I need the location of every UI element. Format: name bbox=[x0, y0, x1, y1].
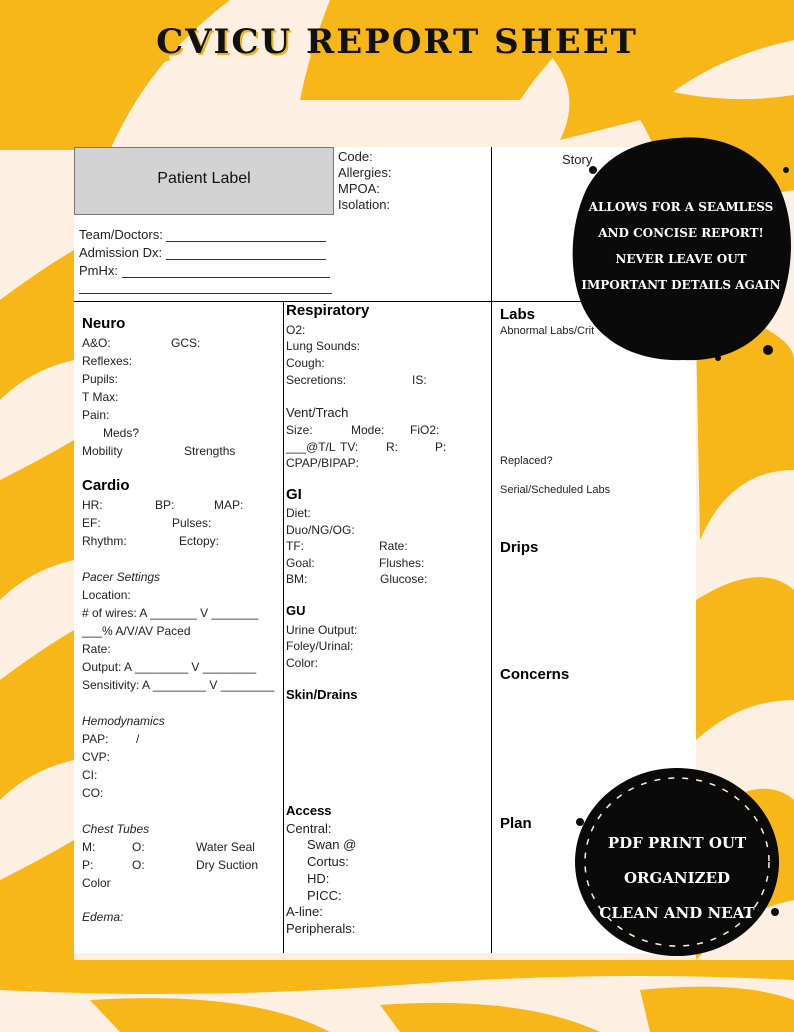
vent-trach-heading: Vent/Trach bbox=[286, 405, 349, 420]
pmhx-line[interactable] bbox=[79, 279, 332, 294]
swan-label: Swan @ bbox=[307, 837, 357, 852]
diet-label: Diet: bbox=[286, 506, 311, 520]
rate-label: Rate: bbox=[82, 642, 111, 656]
cvp-label: CVP: bbox=[82, 750, 111, 764]
color-label: Color bbox=[82, 876, 111, 890]
p-label: P: bbox=[82, 858, 94, 872]
gu-heading: GU bbox=[286, 603, 306, 618]
aline-label: A-line: bbox=[286, 904, 323, 919]
admission-field[interactable]: Admission Dx: bbox=[79, 245, 326, 260]
replaced-label: Replaced? bbox=[500, 455, 553, 467]
cpap-label: CPAP/BIPAP: bbox=[286, 456, 359, 470]
rhythm-label: Rhythm: bbox=[82, 534, 127, 548]
o-label: O: bbox=[132, 840, 145, 854]
feature-badge-bottom bbox=[570, 762, 784, 962]
gcs-label: GCS: bbox=[171, 336, 201, 350]
pap-label: PAP: bbox=[82, 732, 109, 746]
size-label: Size: bbox=[286, 423, 313, 437]
paced-field[interactable]: ___% A/V/AV Paced bbox=[82, 624, 191, 638]
ectopy-label: Ectopy: bbox=[179, 534, 220, 548]
mobility-label: Mobility bbox=[82, 444, 123, 458]
plan-heading: Plan bbox=[500, 815, 532, 832]
strengths-label: Strengths bbox=[184, 444, 236, 458]
picc-label: PICC: bbox=[307, 888, 342, 903]
m-label: M: bbox=[82, 840, 96, 854]
duo-label: Duo/NG/OG: bbox=[286, 523, 355, 537]
foley-label: Foley/Urinal: bbox=[286, 639, 354, 653]
labs-heading: Labs bbox=[500, 306, 536, 323]
o2-label: O2: bbox=[286, 323, 306, 337]
hr-label: HR: bbox=[82, 498, 103, 512]
output-field[interactable]: Output: A ________ V ________ bbox=[82, 660, 257, 674]
ci-label: CI: bbox=[82, 768, 98, 782]
concerns-heading: Concerns bbox=[500, 666, 570, 683]
is-label: IS: bbox=[412, 373, 427, 387]
badge-line: ORGANIZED bbox=[623, 869, 731, 887]
gi-heading: GI bbox=[286, 486, 302, 503]
neuro-heading: Neuro bbox=[82, 315, 126, 332]
divider bbox=[283, 301, 284, 953]
r-label: R: bbox=[386, 440, 398, 454]
fio2-label: FiO2: bbox=[410, 423, 440, 437]
drips-heading: Drips bbox=[500, 539, 539, 556]
badge-line: IMPORTANT DETAILS AGAIN bbox=[581, 278, 781, 292]
location-label: Location: bbox=[82, 588, 131, 602]
ao-label: A&O: bbox=[82, 336, 111, 350]
pupils-label: Pupils: bbox=[82, 372, 119, 386]
badge-line: ALLOWS FOR A SEAMLESS bbox=[588, 200, 774, 214]
page-title: CVICU REPORT SHEET bbox=[156, 22, 638, 62]
code-label: Code: bbox=[338, 149, 373, 164]
sensitivity-field[interactable]: Sensitivity: A ________ V ________ bbox=[82, 678, 275, 692]
wires-field[interactable]: # of wires: A _______ V _______ bbox=[82, 606, 259, 620]
abnormal-labs-label: Abnormal Labs/Crit bbox=[500, 325, 595, 337]
tmax-label: T Max: bbox=[82, 390, 119, 404]
divider bbox=[491, 147, 492, 953]
pain-label: Pain: bbox=[82, 408, 110, 422]
rate-label: Rate: bbox=[379, 539, 408, 553]
central-label: Central: bbox=[286, 821, 332, 836]
ef-label: EF: bbox=[82, 516, 101, 530]
team-field[interactable]: Team/Doctors: bbox=[79, 227, 326, 242]
pap-slash: / bbox=[136, 732, 140, 746]
bm-label: BM: bbox=[286, 572, 308, 586]
pulses-label: Pulses: bbox=[172, 516, 212, 530]
badge-line: PDF PRINT OUT bbox=[607, 834, 747, 852]
color-label: Color: bbox=[286, 656, 319, 670]
tl-label: ___@T/L bbox=[286, 440, 336, 454]
co-label: CO: bbox=[82, 786, 104, 800]
serial-labs-label: Serial/Scheduled Labs bbox=[500, 484, 611, 496]
p-label: P: bbox=[435, 440, 447, 454]
bp-label: BP: bbox=[155, 498, 175, 512]
cortus-label: Cortus: bbox=[307, 854, 349, 869]
skin-drains-heading: Skin/Drains bbox=[286, 687, 358, 702]
peripherals-label: Peripherals: bbox=[286, 921, 356, 936]
meds-label: Meds? bbox=[103, 426, 140, 440]
urine-output-label: Urine Output: bbox=[286, 623, 358, 637]
goal-label: Goal: bbox=[286, 556, 315, 570]
tv-label: TV: bbox=[340, 440, 359, 454]
patient-label: Patient Label bbox=[157, 170, 251, 187]
edema-label: Edema: bbox=[82, 910, 124, 924]
badge-line: CLEAN AND NEAT bbox=[599, 904, 755, 922]
patient-label-box[interactable] bbox=[74, 147, 334, 215]
respiratory-heading: Respiratory bbox=[286, 302, 370, 319]
hd-label: HD: bbox=[307, 871, 330, 886]
isolation-label: Isolation: bbox=[338, 197, 391, 212]
badge-line: NEVER LEAVE OUT bbox=[615, 252, 747, 266]
flushes-label: Flushes: bbox=[379, 556, 425, 570]
pacer-heading: Pacer Settings bbox=[82, 570, 161, 584]
glucose-label: Glucose: bbox=[380, 572, 428, 586]
reflexes-label: Reflexes: bbox=[82, 354, 133, 368]
map-label: MAP: bbox=[214, 498, 244, 512]
mode-label: Mode: bbox=[351, 423, 385, 437]
tf-label: TF: bbox=[286, 539, 304, 553]
pmhx-field[interactable]: PmHx: bbox=[79, 263, 330, 278]
story-label: Story bbox=[562, 152, 593, 167]
chest-tubes-heading: Chest Tubes bbox=[82, 822, 150, 836]
hemo-heading: Hemodynamics bbox=[82, 714, 165, 728]
dry-suction-label: Dry Suction bbox=[196, 858, 259, 872]
cough-label: Cough: bbox=[286, 356, 325, 370]
access-heading: Access bbox=[286, 803, 332, 818]
o-label: O: bbox=[132, 858, 145, 872]
badge-line: AND CONCISE REPORT! bbox=[598, 226, 764, 240]
allergies-label: Allergies: bbox=[338, 165, 392, 180]
lung-sounds-label: Lung Sounds: bbox=[286, 339, 361, 353]
secretions-label: Secretions: bbox=[286, 373, 347, 387]
cardio-heading: Cardio bbox=[82, 477, 130, 494]
water-seal-label: Water Seal bbox=[196, 840, 255, 854]
feature-badge-top bbox=[568, 130, 794, 364]
mpoa-label: MPOA: bbox=[338, 181, 380, 196]
